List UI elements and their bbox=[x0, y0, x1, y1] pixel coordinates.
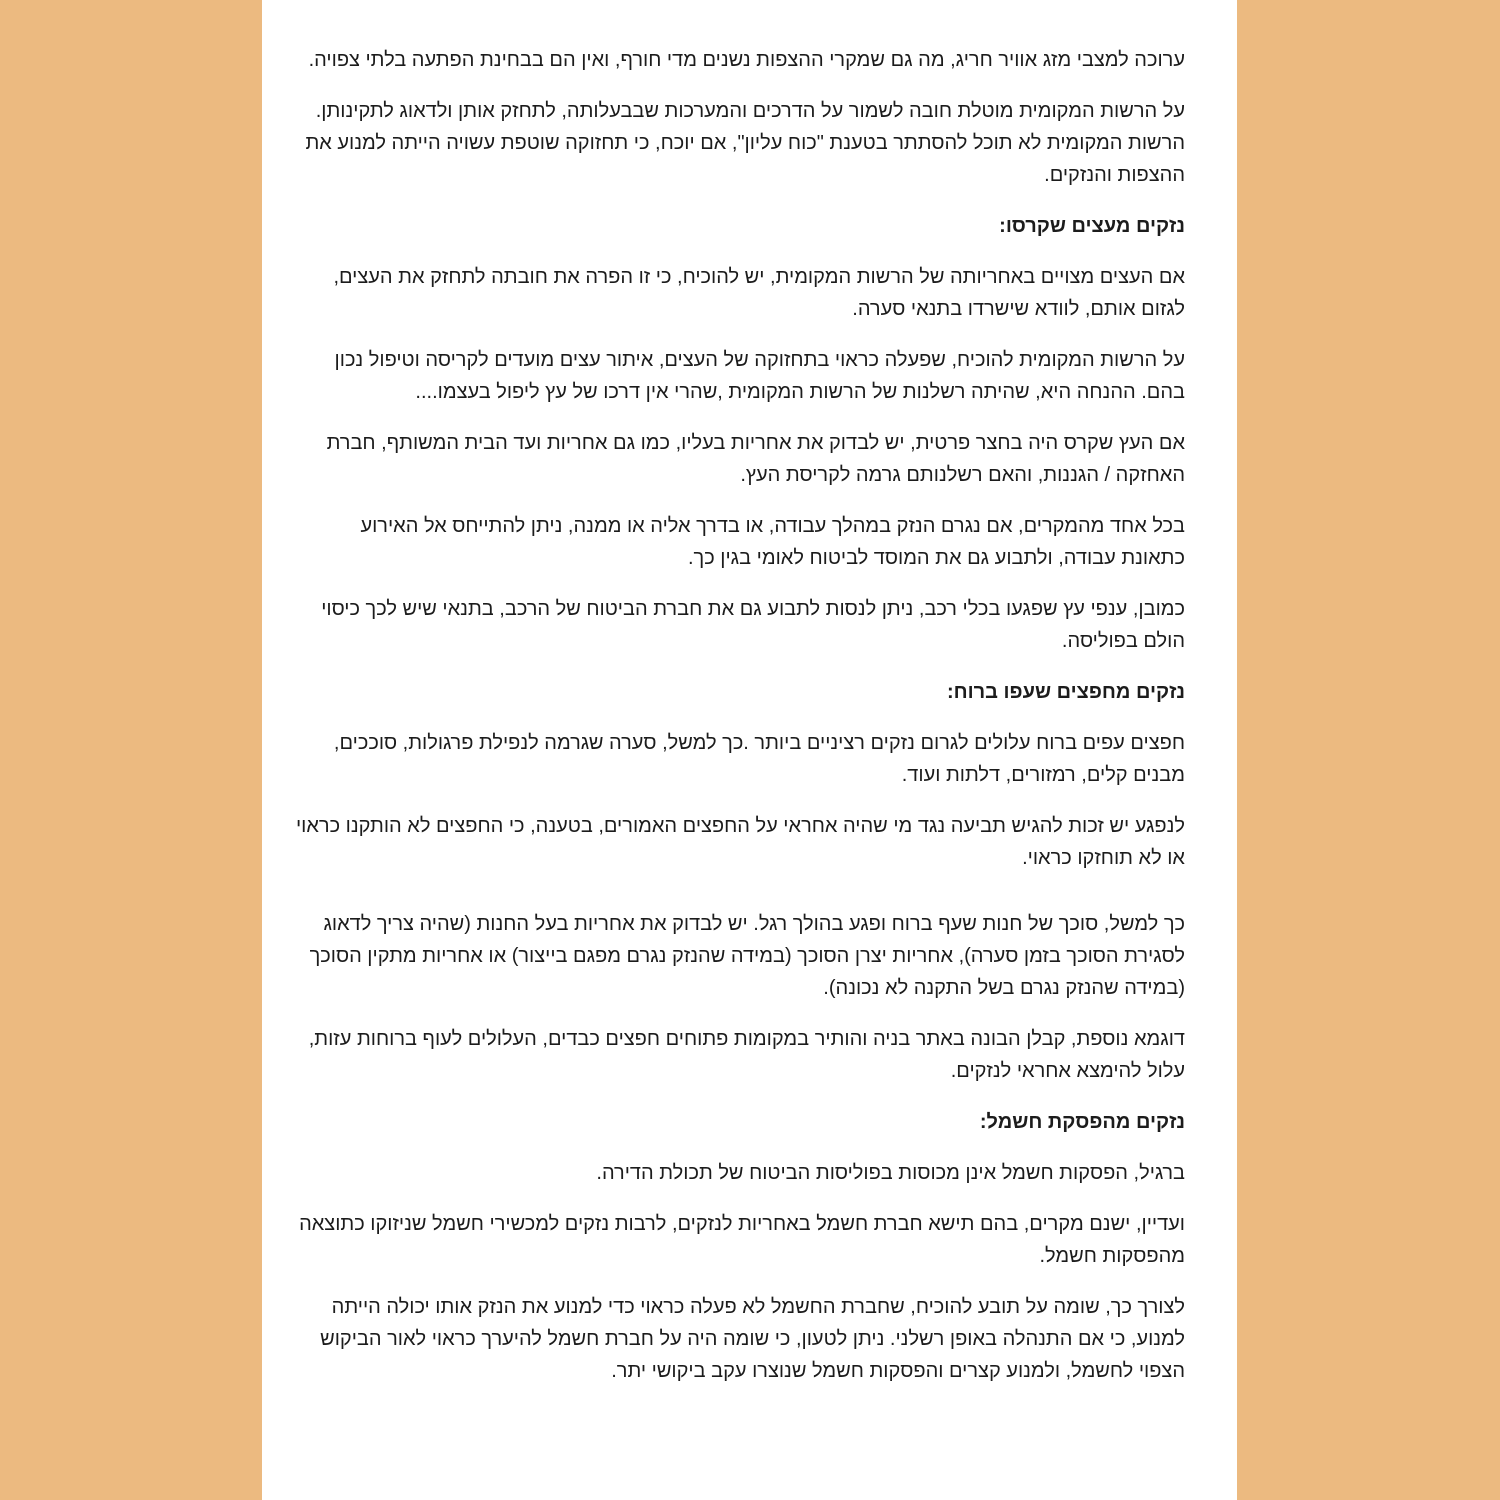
paragraph: אם העצים מצויים באחריותה של הרשות המקומית, יש להוכיח, כי זו הפרה את חובתה לתחזק את העצים, לגזום אותם, לוודא שישרדו בתנאי סערה. bbox=[333, 266, 1185, 320]
paragraph: ברגיל, הפסקות חשמל אינן מכוסות בפוליסות הביטוח של תכולת הדירה. bbox=[596, 1162, 1185, 1184]
section-heading: נזקים מעצים שקרסו: bbox=[999, 215, 1185, 237]
paragraph: בכל אחד מהמקרים, אם נגרם הנזק במהלך עבודה, או בדרך אליה או ממנה, ניתן להתייחס אל האירוע כתאונת עבודה, ולתבוע גם את המוסד לביטוח לאומי בגין כך. bbox=[360, 515, 1185, 569]
paragraph: ערוכה למצבי מזג אוויר חריג, מה גם שמקרי ההצפות נשנים מדי חורף, ואין הם בבחינת הפתעה בלתי צפויה. bbox=[308, 49, 1185, 71]
section-heading: נזקים מהפסקת חשמל: bbox=[979, 1111, 1185, 1133]
paragraph: לנפגע יש זכות להגיש תביעה נגד מי שהיה אחראי על החפצים האמורים, בטענה, כי החפצים לא הותקנו כראוי או לא תוחזקו כראוי. bbox=[295, 815, 1185, 869]
paragraph: דוגמא נוספת, קבלן הבונה באתר בניה והותיר במקומות פתוחים חפצים כבדים, העלולים לעוף ברוחות עזות, עלול להימצא אחראי לנזקים. bbox=[308, 1028, 1185, 1082]
document-page bbox=[262, 0, 1237, 1500]
paragraph: אם העץ שקרס היה בחצר פרטית, יש לבדוק את אחריות בעליו, כמו גם אחריות ועד הבית המשותף, חברת האחזקה / הגננות, והאם רשלנותם גרמה לקריסת העץ. bbox=[326, 432, 1185, 486]
paragraph: כך למשל, סוכך של חנות שעף ברוח ופגע בהולך רגל. יש לבדוק את אחריות בעל החנות (שהיה צריך לדאוג לסגירת הסוכך בזמן סערה), אחריות יצרן הסוכך (במידה שהנזק נגרם מפגם בייצור) או אחריות מתקין הסוכך (במידה שהנזק נגרם בשל התקנה לא נכונה). bbox=[309, 913, 1185, 999]
paragraph: לצורך כך, שומה על תובע להוכיח, שחברת החשמל לא פעלה כראוי כדי למנוע את הנזק אותו יכולה הייתה למנוע, כי אם התנהלה באופן רשלני. ניתן לטעון, כי שומה היה על חברת חשמל להיערך כראוי לאור הביקוש הצפוי לחשמל, ולמנוע קצרים והפסקות חשמל שנוצרו עקב ביקושי יתר. bbox=[320, 1296, 1185, 1382]
paragraph: ועדיין, ישנם מקרים, בהם תישא חברת חשמל באחריות לנזקים, לרבות נזקים למכשירי חשמל שניזוקו כתוצאה מהפסקות חשמל. bbox=[299, 1213, 1185, 1267]
paragraph: כמובן, ענפי עץ שפגעו בכלי רכב, ניתן לנסות לתבוע גם את חברת הביטוח של הרכב, בתנאי שיש לכך כיסוי הולם בפוליסה. bbox=[321, 598, 1185, 652]
paragraph: על הרשות המקומית להוכיח, שפעלה כראוי בתחזוקה של העצים, איתור עצים מועדים לקריסה וטיפול נכון בהם. ההנחה היא, שהיתה רשלנות של הרשות המקומית ,שהרי אין דרכו של עץ ליפול בעצמו.... bbox=[334, 349, 1185, 403]
paragraph: חפצים עפים ברוח עלולים לגרום נזקים רציניים ביותר .כך למשל, סערה שגרמה לנפילת פרגולות, סוככים, מבנים קלים, רמזורים, דלתות ועוד. bbox=[333, 732, 1185, 786]
section-heading: נזקים מחפצים שעפו ברוח: bbox=[946, 681, 1185, 703]
paragraph: על הרשות המקומית מוטלת חובה לשמור על הדרכים והמערכות שבבעלותה, לתחזק אותן ולדאוג לתקינותן. הרשות המקומית לא תוכל להסתתר בטענת "כוח עליון", אם יוכח, כי תחזוקה שוטפת עשויה הייתה למנוע את ההצפות והנזקים. bbox=[305, 100, 1185, 186]
